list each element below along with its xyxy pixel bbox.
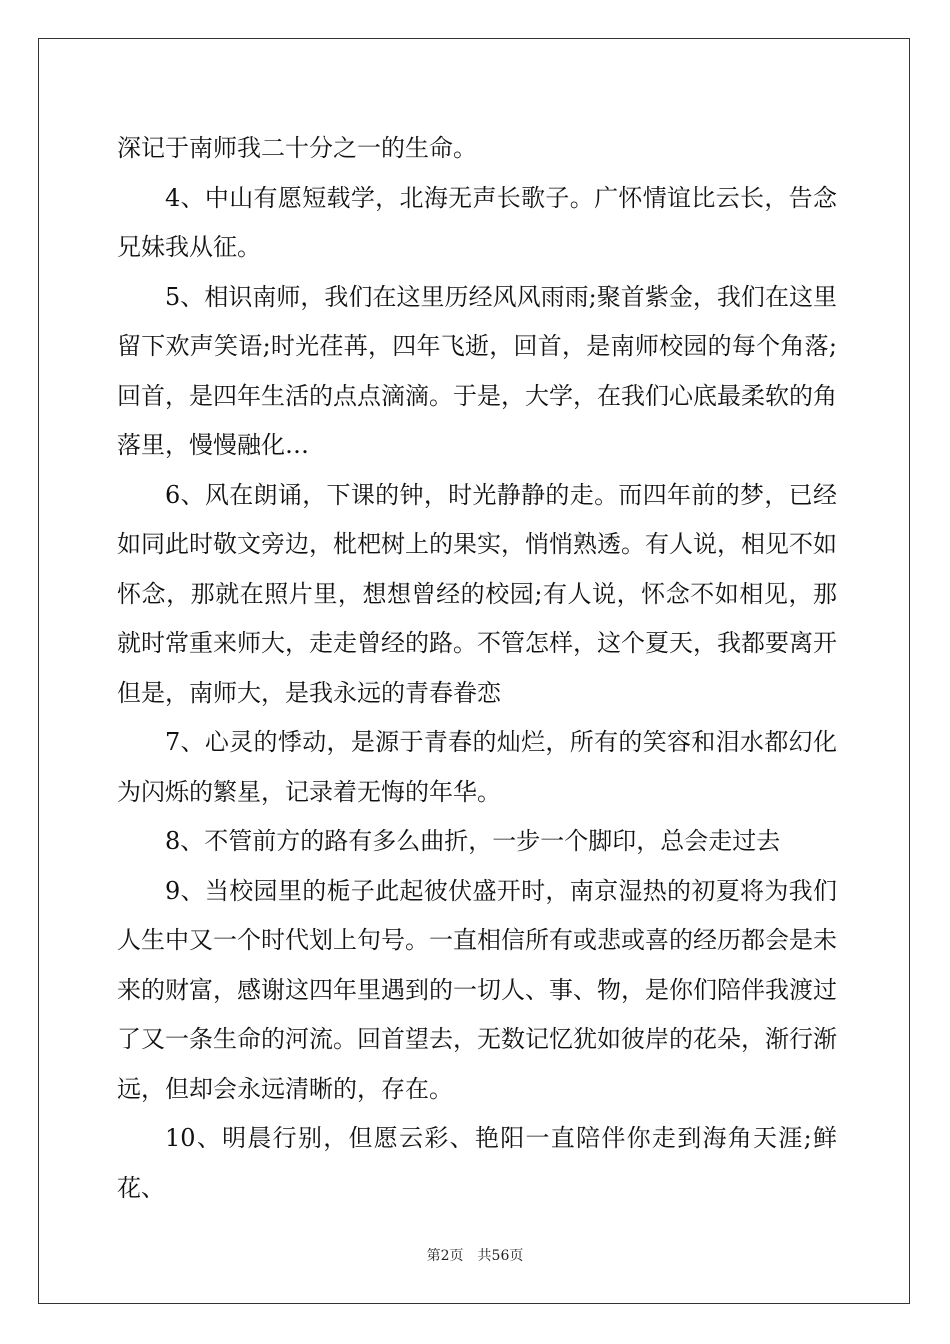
paragraph-4: 7、心灵的悸动，是源于青春的灿烂，所有的笑容和泪水都幻化为闪烁的繁星，记录着无悔的年华。: [117, 728, 837, 806]
document-body: [117, 124, 837, 1213]
paragraph-7: 10、明晨行别，但愿云彩、艳阳一直陪伴你走到海角天涯;鲜花、: [117, 1124, 837, 1202]
paragraph-3: 6、风在朗诵，下课的钟，时光静静的走。而四年前的梦，已经如同此时敬文旁边，枇杷树上的果实，悄悄熟透。有人说，相见不如怀念，那就在照片里，想想曾经的校园;有人说，怀念不如相见，那就时常重来师大，走走曾经的路。不管怎样，这个夏天，我都要离开但是，南师大，是我永远的青春眷恋: [117, 480, 837, 707]
total-pages-label: 共56页: [477, 1248, 524, 1264]
paragraph-6: 9、当校园里的栀子此起彼伏盛开时，南京湿热的初夏将为我们人生中又一个时代划上句号。一直相信所有或悲或喜的经历都会是未来的财富，感谢这四年里遇到的一切人、事、物，是你们陪伴我渡过了又一条生命的河流。回首望去，无数记忆犹如彼岸的花朵，渐行渐远，但却会永远清晰的，存在。: [117, 876, 837, 1103]
current-page-label: 第2页: [426, 1248, 464, 1264]
paragraph-1: 4、中山有愿短载学，北海无声长歌子。广怀情谊比云长，告念兄妹我从征。: [117, 183, 837, 261]
paragraph-0: 深记于南师我二十分之一的生命。: [117, 134, 477, 162]
page-footer: [0, 1245, 950, 1265]
paragraph-2: 5、相识南师，我们在这里历经风风雨雨;聚首紫金，我们在这里留下欢声笑语;时光荏苒，四年飞逝，回首，是南师校园的每个角落;回首，是四年生活的点点滴滴。于是，大学，在我们心底最柔软的角落里，慢慢融化…: [117, 282, 837, 459]
paragraph-5: 8、不管前方的路有多么曲折，一步一个脚印，总会走过去: [165, 827, 781, 855]
